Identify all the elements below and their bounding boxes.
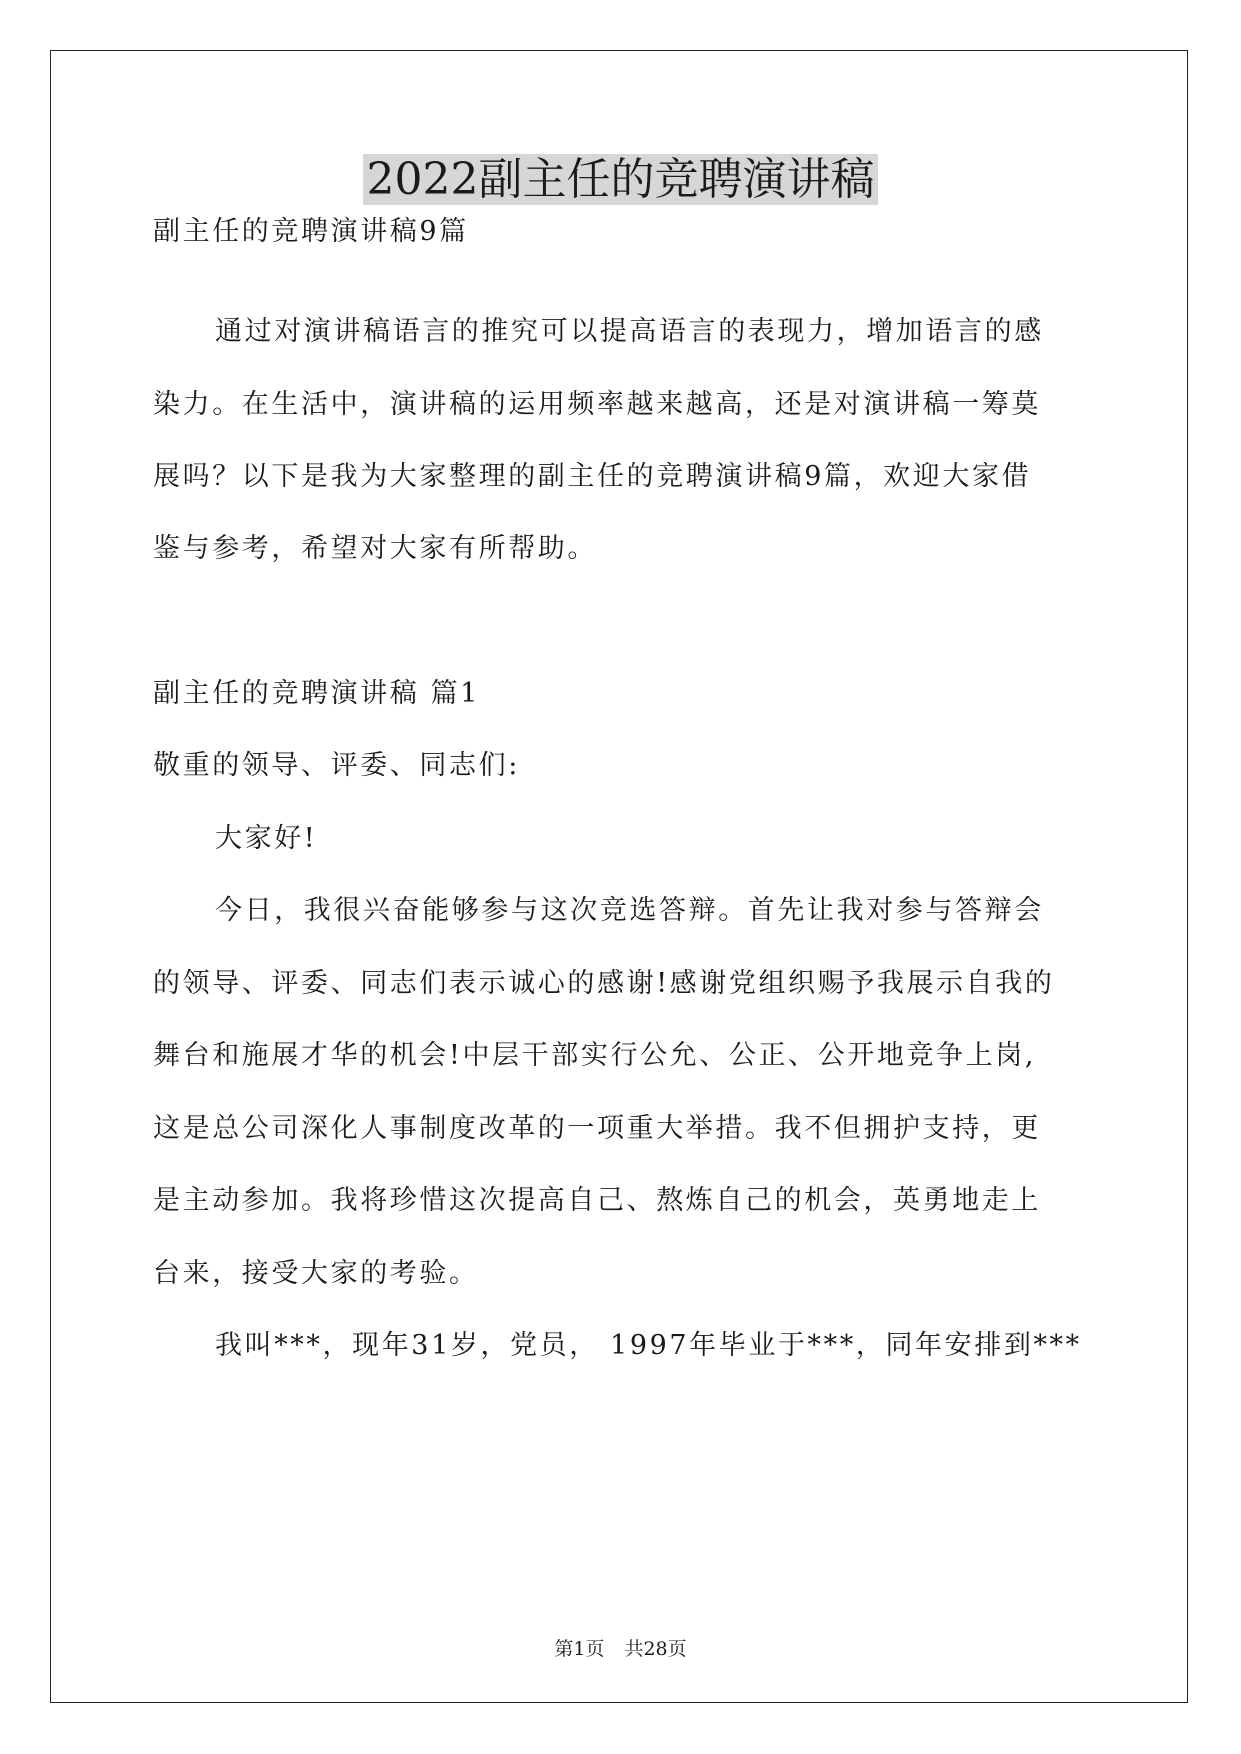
page-total: 共28页 [624, 1638, 687, 1660]
document-subtitle: 副主任的竞聘演讲稿9篇 [153, 216, 469, 247]
intro-line-1: 通过对演讲稿语言的推究可以提高语言的表现力，增加语言的感 [215, 316, 1044, 347]
page-border [50, 50, 1188, 1703]
section-heading: 副主任的竞聘演讲稿 篇1 [153, 678, 480, 709]
intro-line-4: 鉴与参考，希望对大家有所帮助。 [153, 533, 597, 564]
body-line-1: 今日，我很兴奋能够参与这次竞选答辩。首先让我对参与答辩会 [215, 895, 1044, 926]
intro-line-3: 展吗？以下是我为大家整理的副主任的竞聘演讲稿9篇，欢迎大家借 [153, 461, 1032, 492]
body-line-4: 这是总公司深化人事制度改革的一项重大举措。我不但拥护支持，更 [153, 1113, 1041, 1144]
body-line-7: 我叫***，现年31岁，党员， 1997年毕业于***，同年安排到*** [215, 1330, 1082, 1361]
body-line-3: 舞台和施展才华的机会!中层干部实行公允、公正、公开地竞争上岗, [153, 1040, 1037, 1071]
intro-line-2: 染力。在生活中，演讲稿的运用频率越来越高，还是对演讲稿一筹莫 [153, 389, 1041, 420]
document-title-text: 2022副主任的竞聘演讲稿 [363, 154, 879, 205]
page-number: 第1页 [554, 1638, 605, 1660]
body-line-6: 台来，接受大家的考验。 [153, 1258, 479, 1289]
document-title [0, 150, 1241, 210]
page-footer [0, 1636, 1241, 1662]
salutation: 敬重的领导、评委、同志们: [153, 750, 520, 781]
body-line-5: 是主动参加。我将珍惜这次提高自己、熬炼自己的机会，英勇地走上 [153, 1185, 1041, 1216]
greeting: 大家好! [215, 823, 318, 854]
body-line-2: 的领导、评委、同志们表示诚心的感谢!感谢党组织赐予我展示自我的 [153, 968, 1055, 999]
